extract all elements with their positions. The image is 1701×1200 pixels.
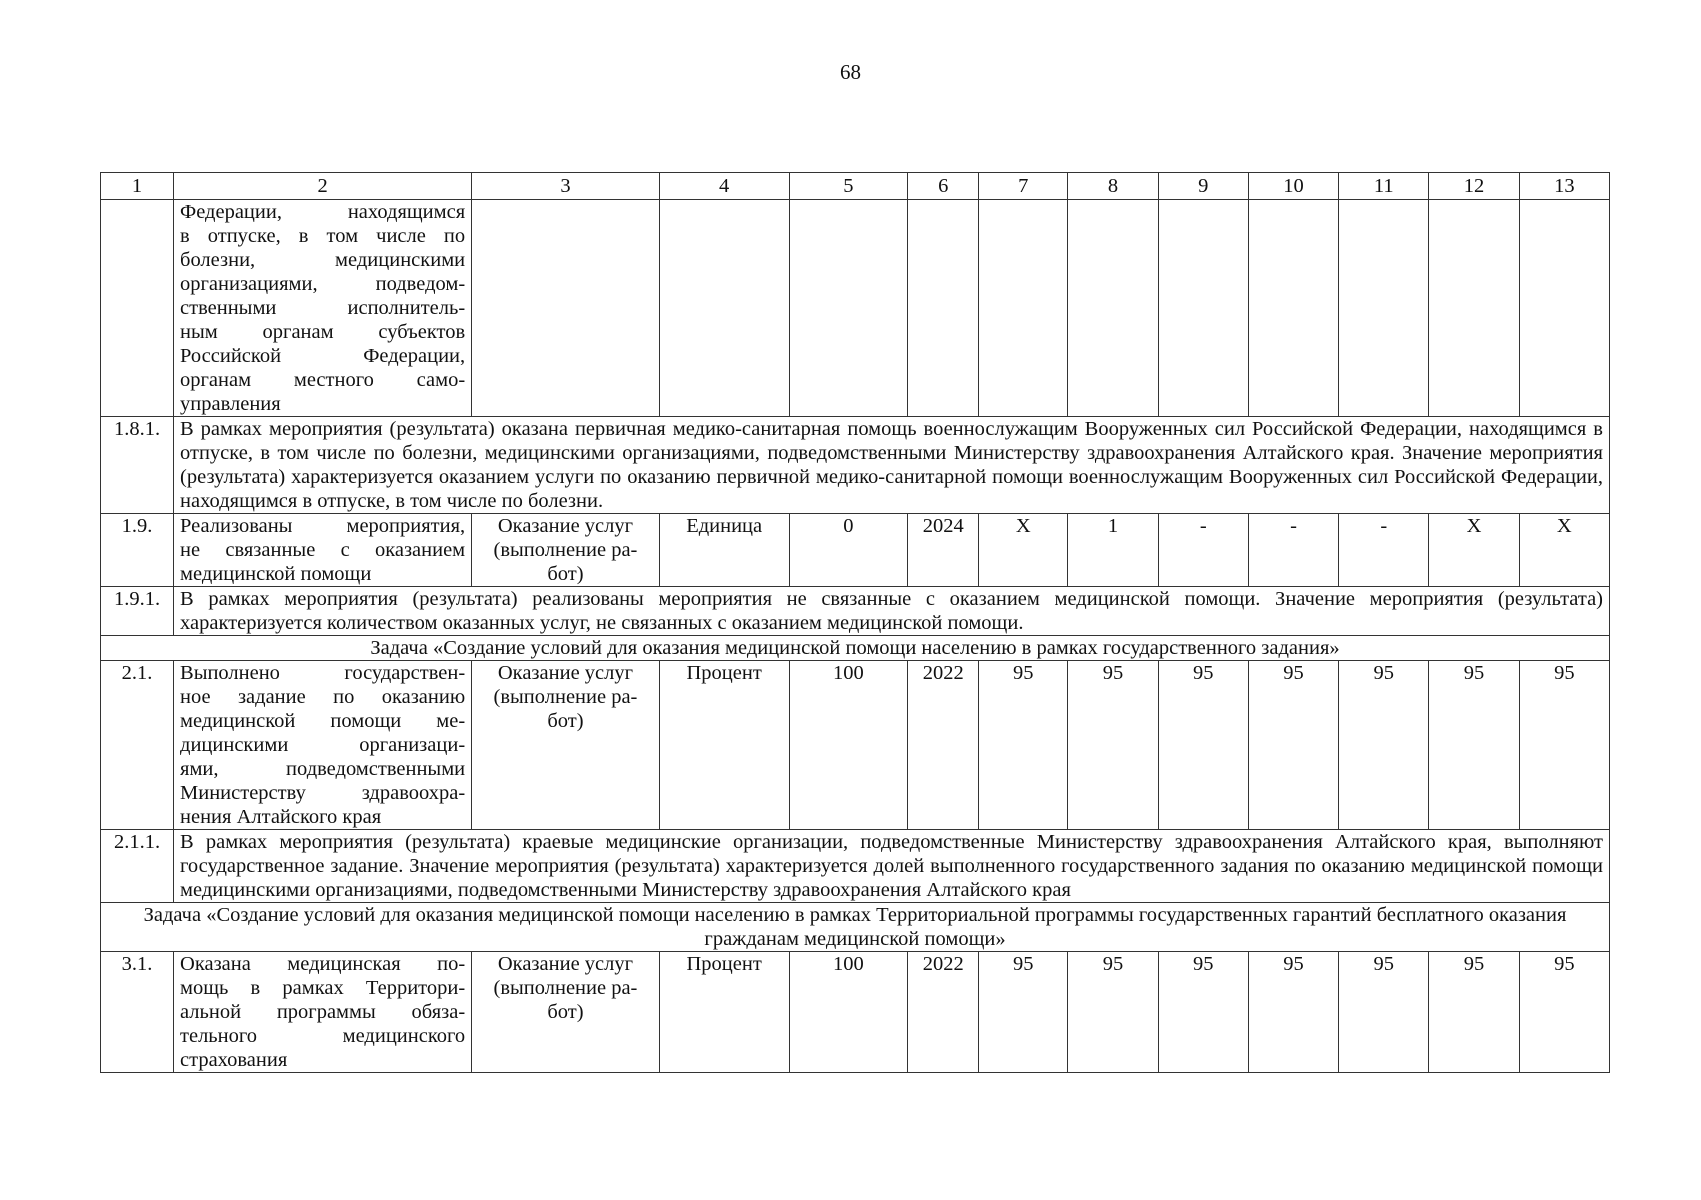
text-line: Оказание услуг xyxy=(497,662,634,684)
text-line: органам местного само- xyxy=(180,369,466,391)
program-table xyxy=(100,172,1610,1073)
year-value: 95 xyxy=(1248,661,1338,830)
year-value: X xyxy=(1429,514,1519,587)
column-number: 10 xyxy=(1248,173,1338,200)
year-value: 95 xyxy=(1429,952,1519,1073)
text-line: болезни, медицинскими xyxy=(180,249,466,271)
table-row xyxy=(101,200,1610,417)
base-value: 100 xyxy=(789,661,908,830)
table-row xyxy=(101,661,1610,830)
row-number: 1.9. xyxy=(101,514,174,587)
base-value: 0 xyxy=(789,514,908,587)
row-description: В рамках мероприятия (результата) реализованы мероприятия не связанные с оказанием медицинской помощи. Значение мероприятия (результата) характеризуется количеством оказанных услуг, не связанных с оказанием медицинской помощи. xyxy=(174,587,1610,636)
text-line: альной программы обяза- xyxy=(180,1001,466,1023)
text-line: ным органам субъектов xyxy=(180,321,466,343)
task-row xyxy=(101,636,1610,661)
base-year: 2024 xyxy=(908,514,979,587)
text-line: Оказание услуг xyxy=(497,953,634,975)
year-value: X xyxy=(1519,514,1609,587)
row-number: 3.1. xyxy=(101,952,174,1073)
text-line: (выполнение ра- xyxy=(493,686,638,708)
row-number: 2.1.1. xyxy=(101,830,174,903)
year-value: 95 xyxy=(1068,661,1158,830)
text-line: Реализованы мероприятия, xyxy=(180,515,466,537)
text-line: бот) xyxy=(547,710,584,732)
row-description: В рамках мероприятия (результата) краевые медицинские организации, подведомственные Министерству здравоохранения Алтайского края, выполняют государственное задание. Значение мероприятия (результата) характеризуется долей выполненного государственного задания по оказанию медицинской помощи медицинскими организациями, подведомственными Министерству здравоохранения Алтайского края xyxy=(174,830,1610,903)
column-number: 11 xyxy=(1339,173,1429,200)
year-value: 95 xyxy=(1429,661,1519,830)
text-line: Оказана медицинская по- xyxy=(180,953,466,975)
base-year: 2022 xyxy=(908,952,979,1073)
column-number: 4 xyxy=(659,173,789,200)
year-value: - xyxy=(1339,514,1429,587)
year-value: 95 xyxy=(1068,952,1158,1073)
measure-type xyxy=(472,661,660,830)
year-value: - xyxy=(1248,514,1338,587)
column-number: 2 xyxy=(174,173,472,200)
year-value: 95 xyxy=(979,952,1068,1073)
unit: Процент xyxy=(659,952,789,1073)
text-line: в отпуске, в том числе по xyxy=(180,225,466,247)
text-line: нения Алтайского края xyxy=(180,806,382,828)
text-line: бот) xyxy=(547,1001,584,1023)
text-line: медицинской помощи ме- xyxy=(180,710,466,732)
column-number: 5 xyxy=(789,173,908,200)
measure-type xyxy=(472,514,660,587)
measure-type xyxy=(472,952,660,1073)
text-line: Министерству здравоохра- xyxy=(180,782,466,804)
text-line: (выполнение ра- xyxy=(493,977,638,999)
table-row xyxy=(101,417,1610,514)
column-number: 7 xyxy=(979,173,1068,200)
row-description: В рамках мероприятия (результата) оказана первичная медико-санитарная помощь военнослужащим Вооруженных сил Российской Федерации, находящимся в отпуске, в том числе по болезни, медицинскими организациями, подведомственными Министерству здравоохранения Алтайского края. Значение мероприятия (результата) характеризуется оказанием услуги по оказанию первичной медико-санитарной помощи военнослужащим Вооруженных сил Российской Федерации, находящимся в отпуске, в том числе по болезни. xyxy=(174,417,1610,514)
table-row xyxy=(101,952,1610,1073)
year-value: 95 xyxy=(1339,952,1429,1073)
text-line: (выполнение ра- xyxy=(493,539,638,561)
task-heading: Задача «Создание условий для оказания медицинской помощи населению в рамках Территориальной программы государственных гарантий бесплатного оказания гражданам медицинской помощи» xyxy=(101,903,1610,952)
column-number: 13 xyxy=(1519,173,1609,200)
base-year: 2022 xyxy=(908,661,979,830)
text-line: страхования xyxy=(180,1049,288,1071)
year-value: - xyxy=(1158,514,1248,587)
year-value: 95 xyxy=(979,661,1068,830)
text-line: ственными исполнитель- xyxy=(180,297,466,319)
row-number: 2.1. xyxy=(101,661,174,830)
year-value: 95 xyxy=(1519,952,1609,1073)
column-number: 12 xyxy=(1429,173,1519,200)
task-heading: Задача «Создание условий для оказания медицинской помощи населению в рамках государственного задания» xyxy=(101,636,1610,661)
text-line: не связанные с оказанием xyxy=(180,539,466,561)
page-number: 68 xyxy=(840,60,861,84)
text-line: медицинской помощи xyxy=(180,563,372,585)
table-row xyxy=(101,514,1610,587)
text-line: ями, подведомственными xyxy=(180,758,466,780)
text-line: ное задание по оказанию xyxy=(180,686,466,708)
column-number: 8 xyxy=(1068,173,1158,200)
year-value: 95 xyxy=(1158,952,1248,1073)
task-row xyxy=(101,903,1610,952)
text-line: организациями, подведом- xyxy=(180,273,466,295)
measure-name xyxy=(174,514,472,587)
table-row xyxy=(101,587,1610,636)
column-number: 3 xyxy=(472,173,660,200)
column-number-row xyxy=(101,173,1610,200)
year-value: 1 xyxy=(1068,514,1158,587)
text-line: управления xyxy=(180,393,281,415)
year-value: 95 xyxy=(1519,661,1609,830)
text-line: мощь в рамках Территори- xyxy=(180,977,466,999)
year-value: 95 xyxy=(1339,661,1429,830)
text-line: Федерации, находящимся xyxy=(180,201,466,223)
text-line: Выполнено государствен- xyxy=(180,662,466,684)
row-number: 1.8.1. xyxy=(101,417,174,514)
year-value: 95 xyxy=(1158,661,1248,830)
measure-name xyxy=(174,200,472,417)
column-number: 1 xyxy=(101,173,174,200)
text-line: бот) xyxy=(547,563,584,585)
column-number: 6 xyxy=(908,173,979,200)
text-line: тельного медицинского xyxy=(180,1025,466,1047)
row-number: 1.9.1. xyxy=(101,587,174,636)
base-value: 100 xyxy=(789,952,908,1073)
table-row xyxy=(101,830,1610,903)
measure-name xyxy=(174,952,472,1073)
text-line: Оказание услуг xyxy=(497,515,634,537)
text-line: дицинскими организаци- xyxy=(180,734,466,756)
column-number: 9 xyxy=(1158,173,1248,200)
unit: Единица xyxy=(659,514,789,587)
measure-name xyxy=(174,661,472,830)
row-number xyxy=(101,200,174,417)
text-line: Российской Федерации, xyxy=(180,345,466,367)
year-value: X xyxy=(979,514,1068,587)
year-value: 95 xyxy=(1248,952,1338,1073)
unit: Процент xyxy=(659,661,789,830)
